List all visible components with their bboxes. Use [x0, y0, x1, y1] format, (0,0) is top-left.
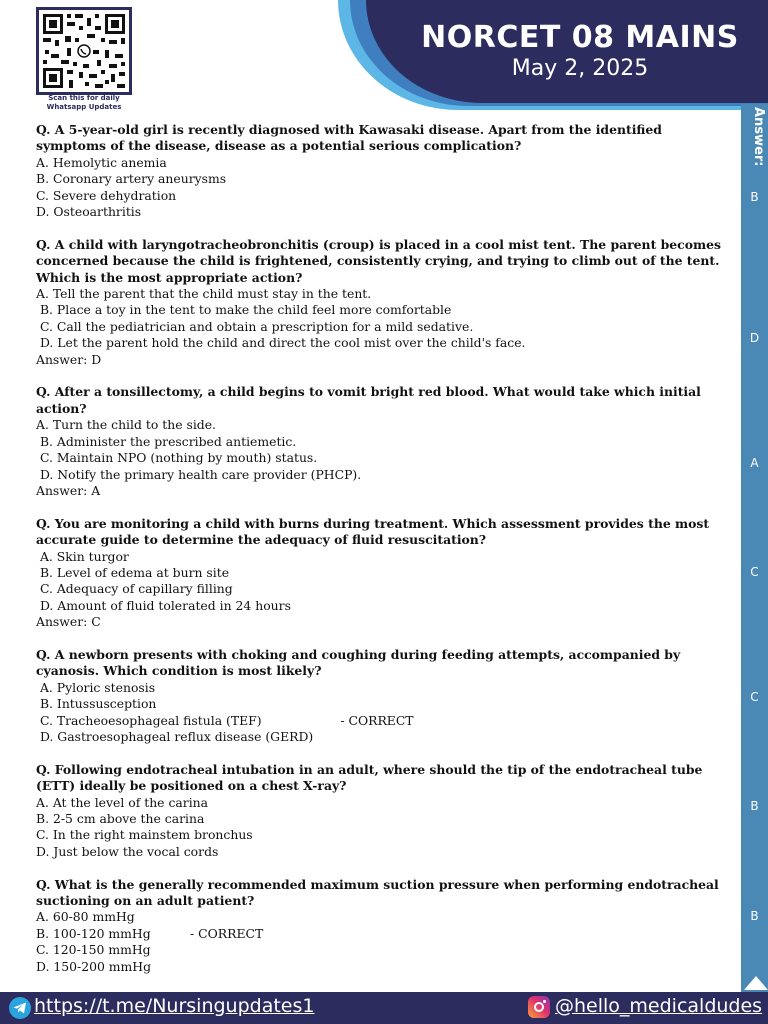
instagram-handle-link[interactable]: @hello_medicaldudes: [555, 995, 763, 1017]
question-block: [36, 647, 730, 745]
question-text: Q. Following endotracheal intubation in an adult, where should the tip of the endotracheal tube (ETT) ideally be positioned on a chest X-ray?: [36, 761, 703, 794]
qr-code-icon[interactable]: [36, 7, 132, 95]
option: C. In the right mainstem bronchus: [36, 827, 253, 843]
option: D. Let the parent hold the child and direct the cool mist over the child's face.: [36, 335, 526, 351]
option: C. Severe dehydration: [36, 187, 177, 203]
option: C. 120-150 mmHg: [36, 942, 151, 958]
strip-answer-6: B: [750, 799, 759, 813]
strip-answer-7: B: [750, 909, 759, 923]
strip-answer-3: A: [750, 456, 759, 470]
qr-caption: Scan this for daily Whatsapp Updates: [46, 94, 122, 111]
answer-line: Answer: D: [36, 351, 102, 367]
answer-strip: [741, 104, 768, 992]
option: C. Tracheoesophageal fistula (TEF) - CORRECT: [36, 712, 414, 728]
option: B. Administer the prescribed antiemetic.: [36, 433, 297, 449]
option: A. Hemolytic anemia: [36, 154, 167, 170]
option: B. 2-5 cm above the carina: [36, 810, 205, 826]
question-text: Q. After a tonsillectomy, a child begins to vomit bright red blood. What would take which initial action?: [36, 384, 701, 416]
question-text: Q. A child with laryngotracheobronchitis (croup) is placed in a cool mist tent. The parent becomes concerned because the child is frightened, consistently crying, and trying to climb out of the tent. Which is the most appropriate action?: [36, 236, 721, 285]
question-text: Q. A 5-year-old girl is recently diagnosed with Kawasaki disease. Apart from the identified symptoms of the disease, disease as a potential serious complication?: [36, 122, 662, 154]
option: A. Tell the parent that the child must stay in the tent.: [36, 286, 372, 302]
option: D. Osteoarthritis: [36, 204, 142, 220]
option: A. Skin turgor: [36, 548, 129, 564]
option: D. 150-200 mmHg: [36, 958, 152, 974]
instagram-icon[interactable]: [528, 996, 550, 1018]
option: B. Intussusception: [36, 696, 157, 712]
question-block: [36, 516, 730, 631]
option: D. Amount of fluid tolerated in 24 hours: [36, 597, 291, 613]
option: B. Place a toy in the tent to make the child feel more comfortable: [36, 302, 452, 318]
option: A. Turn the child to the side.: [36, 417, 216, 433]
question-block: [36, 384, 730, 499]
answer-line: Answer: A: [36, 482, 101, 498]
question-text: Q. A newborn presents with choking and coughing during feeding attempts, accompanied by cyanosis. Which condition is most likely?: [36, 646, 681, 679]
option: B. 100-120 mmHg - CORRECT: [36, 925, 264, 941]
option: C. Adequacy of capillary filling: [36, 581, 233, 597]
answer-strip-label: Answer:: [751, 107, 766, 167]
page-title: NORCET 08 MAINS: [421, 20, 739, 55]
option: A. At the level of the carina: [36, 794, 209, 810]
option: A. Pyloric stenosis: [36, 679, 156, 695]
option: C. Maintain NPO (nothing by mouth) status.: [36, 450, 318, 466]
option: B. Level of edema at burn site: [36, 564, 230, 580]
option: D. Gastroesophageal reflux disease (GERD): [36, 728, 314, 744]
question-text: Q. What is the generally recommended maximum suction pressure when performing endotracheal suctioning on an adult patient?: [36, 876, 719, 908]
question-block: [36, 122, 730, 220]
option: A. 60-80 mmHg: [36, 909, 135, 925]
option: C. Call the pediatrician and obtain a prescription for a mild sedative.: [36, 318, 474, 334]
strip-answer-2: D: [749, 331, 760, 345]
strip-answer-4: C: [750, 565, 759, 579]
option: D. Notify the primary health care provider (PHCP).: [36, 466, 362, 482]
question-block: [36, 877, 730, 975]
option: B. Coronary artery aneurysms: [36, 171, 227, 187]
question-block: [36, 762, 730, 860]
telegram-link[interactable]: https://t.me/Nursingupdates1: [34, 995, 315, 1017]
option: D. Just below the vocal cords: [36, 843, 219, 859]
telegram-icon[interactable]: [9, 997, 31, 1019]
page-date: May 2, 2025: [511, 56, 649, 81]
question-block: [36, 237, 730, 368]
question-text: Q. You are monitoring a child with burns during treatment. Which assessment provides the most accurate guide to determine the adequacy of fluid resuscitation?: [36, 515, 710, 548]
strip-answer-1: B: [750, 190, 759, 204]
question-list: [36, 122, 730, 991]
scroll-up-arrow-icon[interactable]: [744, 976, 768, 990]
answer-line: Answer: C: [36, 614, 101, 630]
strip-answer-5: C: [750, 690, 759, 704]
